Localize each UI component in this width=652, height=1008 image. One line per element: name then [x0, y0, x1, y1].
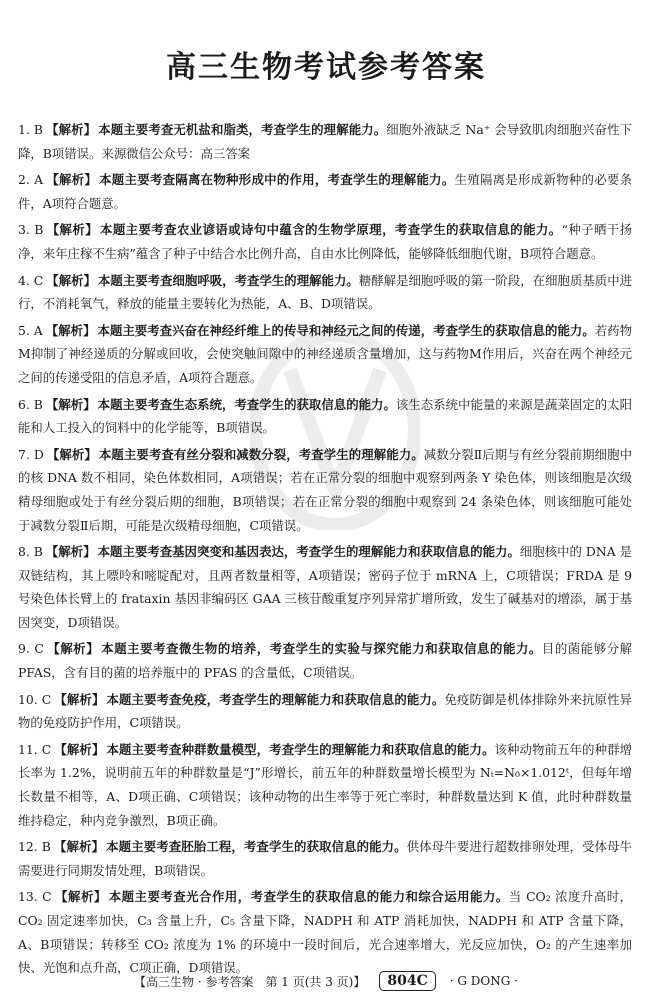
answer-number: 4. C: [18, 272, 44, 288]
answer-item: [18, 118, 632, 165]
analysis-tag: 【解析】: [45, 322, 96, 338]
answer-summary: 本题主要考查有丝分裂和减数分裂，考查学生的理解能力。: [98, 446, 424, 462]
page-title: 高三生物考试参考答案: [166, 50, 486, 85]
answer-number: 7. D: [18, 446, 44, 462]
answer-text: 生殖隔离是形成新物种的必要条件，A项符合题意。: [18, 172, 633, 211]
answer-item: [18, 269, 632, 316]
answer-item: [18, 885, 632, 979]
answer-summary: 本题主要考查免疫，考查学生的理解能力和获取信息的能力。: [106, 691, 445, 707]
answer-summary: 本题主要考查兴奋在神经纤维上的传导和神经元之间的传递，考查学生的获取信息的能力。: [97, 322, 595, 338]
answer-number: 3. B: [18, 222, 44, 238]
answer-summary: 本题主要考查基因突变和基因表达，考查学生的理解能力和获取信息的能力。: [97, 544, 520, 560]
footer-publisher: · G DONG ·: [449, 974, 518, 988]
answer-number: 9. C: [18, 641, 44, 657]
answer-number: 10. C: [18, 691, 52, 707]
answer-text: 若药物M抑制了神经递质的分解或回收，会使突触间隙中的神经递质含量增加，这与药物M作用后，兴奋在两个神经元之间的传递受阻的信息矛盾，A项符合题意。: [18, 322, 633, 385]
answer-text: 糖酵解是细胞呼吸的第一阶段，在细胞质基质中进行，不消耗氧气，释放的能量主要转化为热能，A、B、D项错误。: [18, 272, 633, 312]
answer-summary: 本题主要考查生态系统，考查学生的获取信息的能力。: [97, 396, 396, 412]
analysis-tag: 【解析】: [45, 544, 96, 560]
page-footer: [0, 968, 652, 994]
answer-item: [18, 218, 632, 265]
answer-text: 减数分裂Ⅱ后期与有丝分裂前期细胞中的核 DNA 数不相同，染色体数相同，A项错误；若在正常分裂的细胞中观察到两条 Y 染色体，则该细胞是次级精母细胞或处于有丝分裂后期的细胞，B项错误；若在正常分裂的细胞中观察到 24 条染色体，则该细胞可能处于减数分裂Ⅱ后期，可能是次级精母细胞，C项错误。: [18, 446, 633, 533]
answer-summary: 本题主要考查胚胎工程，考查学生的获取信息的能力。: [106, 839, 407, 855]
answer-summary: 本题主要考查微生物的培养，考查学生的实验与探究能力和获取信息的能力。: [101, 641, 542, 657]
answer-summary: 本题主要考查无机盐和脂类，考查学生的理解能力。: [98, 122, 387, 137]
answer-number: 2. A: [18, 172, 44, 188]
answer-summary: 本题主要考查种群数量模型，考查学生的理解能力和获取信息的能力。: [106, 741, 495, 757]
answer-text: 当 CO₂ 浓度升高时，CO₂ 固定速率加快，C₃ 含量上升，C₅ 含量下降，NADPH 和 ATP 消耗加快，NADPH 和 ATP 含量下降，A、B项错误；转移至 CO₂ 浓度为 1% 的环境中一段时间后，光合速率增大，光反应加快，O₂ 的产生速率加快、光饱和点升高，C项正确，D项错误。: [18, 889, 633, 976]
analysis-tag: 【解析】: [45, 396, 96, 412]
analysis-tag: 【解析】: [54, 741, 105, 757]
answer-item: [18, 540, 632, 634]
answer-text: 细胞核中的 DNA 是双链结构，其上嘌呤和嘧啶配对，且两者数量相等，A项错误；密码子位于 mRNA 上，C项错误；FRDA 是 9 号染色体长臂上的 frataxin 基因非编码区 GAA 三核苷酸重复序列异常扩增所致，发生了碱基对的增添，属于基因突变，D项错误。: [18, 544, 633, 630]
answer-summary: 本题主要考查细胞呼吸，考查学生的理解能力。: [98, 272, 359, 288]
answer-item: [18, 738, 632, 832]
answer-text: 该生态系统中能量的来源是蔬菜固定的太阳能和人工投入的饲料中的化学能等，B项错误。: [18, 396, 633, 436]
analysis-tag: 【解析】: [53, 839, 105, 855]
answer-text: 供体母牛要进行超数排卵处理，受体母牛需要进行同期发情处理，B项错误。: [18, 839, 633, 878]
answer-item: [18, 835, 632, 882]
analysis-tag: 【解析】: [46, 446, 97, 462]
answer-item: [18, 443, 632, 537]
answer-item: [18, 319, 632, 390]
answer-text: 免疫防御是机体排除外来抗原性异物的免疫防护作用，C项错误。: [18, 691, 633, 731]
answer-summary: 本题主要考查农业谚语或诗句中蕴含的生物学原理，考查学生的获取信息的能力。: [100, 222, 562, 238]
analysis-tag: 【解析】: [46, 272, 96, 288]
answer-number: 13. C: [18, 889, 52, 905]
analysis-tag: 【解析】: [54, 889, 107, 905]
answer-item: [18, 393, 632, 440]
answer-number: 12. B: [18, 839, 51, 855]
answer-number: 8. B: [18, 544, 43, 560]
answer-text: “种子晒干扬净，来年庄稼不生病”蕴含了种子中结合水比例升高，自由水比例降低，能够降低细胞代谢，B项符合题意。: [18, 222, 632, 261]
answer-item: [18, 168, 632, 215]
answer-text: 目的菌能够分解 PFAS，含有目的菌的培养瓶中的 PFAS 的含量低，C项错误。: [18, 641, 633, 681]
answer-number: 6. B: [18, 396, 43, 412]
answer-summary: 本题主要考查光合作用，考查学生的获取信息的能力和综合运用能力。: [108, 889, 509, 905]
answer-text: 细胞外液缺乏 Na⁺ 会导致肌肉细胞兴奋性下降，B项错误。来源微信公众号：高三答案: [18, 122, 632, 161]
answer-item: [18, 637, 632, 684]
answer-number: 5. A: [18, 322, 43, 338]
analysis-tag: 【解析】: [46, 222, 99, 238]
analysis-tag: 【解析】: [46, 122, 97, 137]
answer-number: 1. B: [18, 122, 43, 137]
answer-text: 该种动物前五年的种群增长率为 1.2%，说明前五年的种群数量是“J”形增长，前五年的种群数量增长模型为 Nₜ=N₀×1.012ᵗ，但每年增长数量不相等，A、D项正确、C项错误；该种动物的出生率等于死亡率时，种群数量达到 K 值，此时种群数量维持稳定，种内竞争激烈，B项正确。: [18, 741, 633, 828]
footer-page-info: 【高三生物 · 参考答案 第 1 页(共 3 页)】: [134, 974, 366, 989]
answer-list: [18, 118, 632, 983]
answer-summary: 本题主要考查隔离在物种形成中的作用，考查学生的理解能力。: [99, 172, 455, 188]
analysis-tag: 【解析】: [54, 691, 105, 707]
analysis-tag: 【解析】: [46, 641, 100, 657]
exam-code-badge: 804C: [379, 971, 435, 991]
answer-item: [18, 688, 632, 735]
analysis-tag: 【解析】: [46, 172, 98, 188]
answer-number: 11. C: [18, 741, 52, 757]
